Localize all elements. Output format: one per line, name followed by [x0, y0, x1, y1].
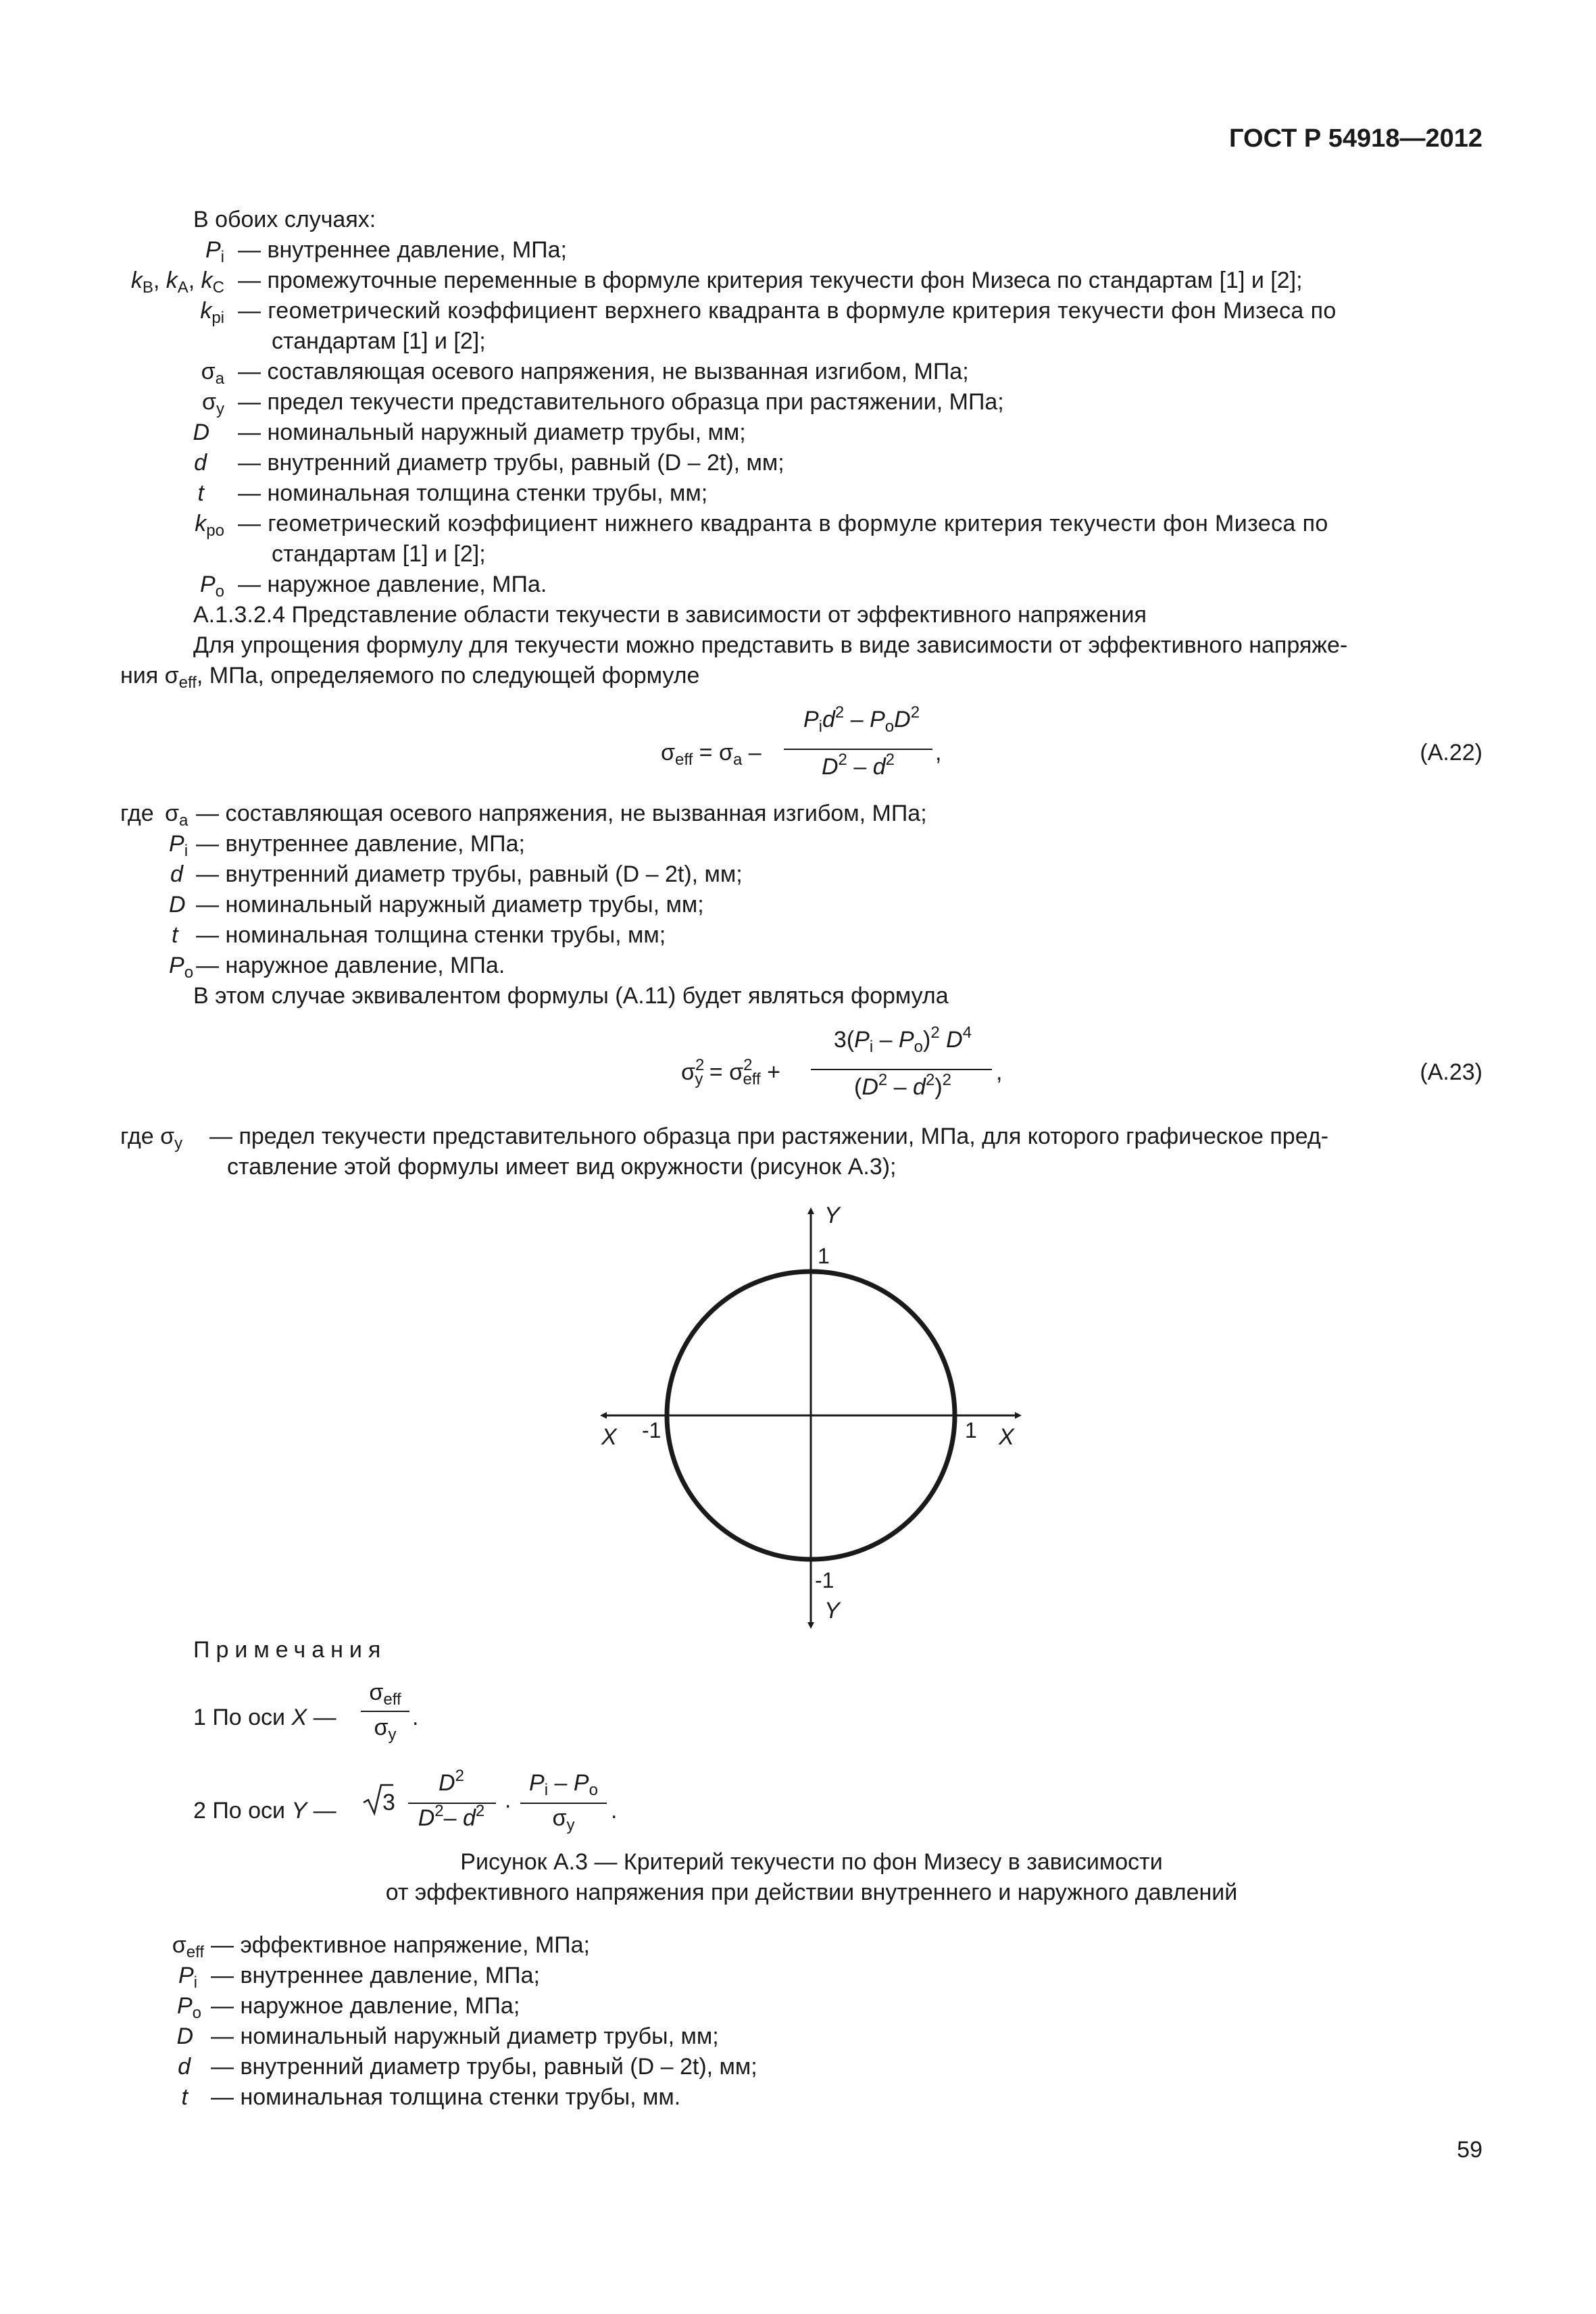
def1-text-pi: — внутреннее давление, МПа; [238, 237, 567, 263]
def3-text-sigma-eff: — эффективное напряжение, МПа; [211, 1932, 590, 1958]
y-axis-label-bottom: Y [824, 1598, 840, 1624]
def2-symbol-po: $P_o$ [169, 953, 194, 982]
paragraph-2: В этом случае эквивалентом формулы (А.11) будет являться формула [193, 983, 949, 1009]
def1-symbol-D: D [193, 420, 209, 445]
note-2-frac2-bar [520, 1803, 607, 1804]
note-1-period: . [412, 1705, 419, 1730]
eq23-fraction-bar [811, 1069, 992, 1070]
x-axis-label-right: X [999, 1424, 1014, 1450]
note-1-fraction-bar [361, 1711, 409, 1712]
where-sigma-y-prefix: где $\sigma_y$ [120, 1124, 183, 1153]
def2-symbol-D: D [169, 892, 186, 917]
eq23-number: (А.23) [1420, 1059, 1482, 1085]
notes-title: Примечания [193, 1637, 387, 1663]
eq22-lhs: $\sigma_{eff} = \sigma_a$ – [661, 740, 762, 769]
def1-symbol-sigma-a: $\sigma_a$ [201, 359, 224, 388]
note-2-frac2-numerator: $P_i - P_o$ [529, 1770, 598, 1799]
eq23-denominator: $(D^2 - d^2)^2$ [853, 1071, 952, 1100]
note-1-numerator: $\sigma_{eff}$ [369, 1680, 401, 1709]
caption-line-2: от эффективного напряжения при действии внутреннего и наружного давлений [385, 1880, 1238, 1905]
def1-symbol-k: $k_B$, $k_A$, $k_C$ [130, 268, 224, 297]
def2-text-pi: — внутреннее давление, МПа; [196, 831, 525, 857]
def3-text-pi: — внутреннее давление, МПа; [211, 1963, 540, 1988]
def1-symbol-kpo: $k_{po}$ [195, 511, 224, 540]
x-axis-label-left: X [601, 1424, 617, 1450]
def3-symbol-po: $P_o$ [176, 1993, 201, 2022]
tick-label-y-pos: 1 [818, 1244, 830, 1268]
intro-text: В обоих случаях: [193, 207, 376, 232]
def1-symbol-pi: $P_i$ [205, 237, 224, 266]
def3-symbol-sigma-eff: $\sigma_{eff}$ [172, 1932, 204, 1961]
eq23-comma: , [996, 1059, 1003, 1085]
def2-text-D: — номинальный наружный диаметр трубы, мм; [196, 892, 704, 917]
eq22-comma: , [935, 740, 942, 765]
paragraph-1-line-2: ния $\sigma_{eff}$, МПа, определяемого по следующей формуле [120, 663, 700, 692]
where-label-1: где [120, 801, 154, 826]
def1-text-k: — промежуточные переменные в формуле критерия текучести фон Мизеса по стандартам [1] и [2]; [238, 268, 1303, 293]
eq22-fraction-bar [784, 749, 932, 750]
section-title: А.1.3.2.4 Представление области текучести в зависимости от эффективного напряжения [193, 602, 1147, 628]
def1-text-kpi-cont: стандартам [1] и [2]; [272, 328, 486, 354]
def1-symbol-sigma-y: $\sigma_y$ [202, 389, 224, 418]
where-sigma-y-line-2: ставление этой формулы имеет вид окружности (рисунок А.3); [227, 1154, 897, 1180]
def3-text-t: — номинальная толщина стенки трубы, мм. [211, 2084, 681, 2110]
def2-text-t: — номинальная толщина стенки трубы, мм; [196, 922, 666, 948]
note-2-frac1-numerator: $D^2$ [439, 1767, 464, 1796]
def2-text-sigma-a: — составляющая осевого напряжения, не вызванная изгибом, МПа; [196, 801, 927, 826]
def1-symbol-kpi: $k_{pi}$ [200, 298, 224, 327]
def1-text-D: — номинальный наружный диаметр трубы, мм; [238, 420, 746, 445]
def1-text-kpi: — геометрический коэффициент верхнего квадранта в формуле критерия текучести фон Мизеса по [238, 298, 1337, 324]
def3-text-D: — номинальный наружный диаметр трубы, мм; [211, 2023, 719, 2049]
tick-label-x-pos: 1 [965, 1418, 977, 1442]
def2-text-d: — внутренний диаметр трубы, равный (D – 2t), мм; [196, 861, 743, 887]
def1-text-sigma-y: — предел текучести представительного образца при растяжении, МПа; [238, 389, 1004, 415]
note-2-frac2-denominator: $\sigma_y$ [552, 1805, 575, 1834]
def3-symbol-pi: $P_i$ [178, 1963, 197, 1992]
def1-symbol-po: $P_o$ [199, 572, 224, 601]
def3-symbol-t: t [181, 2084, 188, 2110]
note-2-frac1-denominator: $D^2-$ $d^2$ [418, 1802, 485, 1831]
def3-symbol-d: d [178, 2054, 191, 2080]
paragraph-1-line-1: Для упрощения формулу для текучести можно представить в виде зависимости от эффективного напряже- [193, 632, 1348, 658]
def1-text-kpo: — геометрический коэффициент нижнего квадранта в формуле критерия текучести фон Мизеса по [238, 511, 1328, 536]
eq22-number: (А.22) [1420, 740, 1482, 765]
def3-symbol-D: D [176, 2023, 193, 2049]
def3-text-d: — внутренний диаметр трубы, равный (D – 2t), мм; [211, 2054, 757, 2080]
def3-text-po: — наружное давление, МПа; [211, 1993, 520, 2019]
document-id: ГОСТ Р 54918—2012 [1229, 124, 1482, 153]
def2-text-po: — наружное давление, МПа. [196, 953, 505, 978]
y-axis-label-top: Y [824, 1203, 840, 1228]
note-2-dot: · [504, 1792, 512, 1818]
note-2-sqrt3: 3 [382, 1790, 395, 1815]
def1-text-sigma-a: — составляющая осевого напряжения, не вызванная изгибом, МПа; [238, 359, 969, 384]
def1-text-d: — внутренний диаметр трубы, равный (D – 2t), мм; [238, 450, 784, 476]
tick-label-y-neg: -1 [815, 1568, 834, 1592]
eq23-numerator: $3(P_i - P_o)^2$ $D^4$ [833, 1024, 972, 1056]
eq22-numerator: $P_id^2 - P_oD^2$ [803, 703, 920, 736]
note-2-prefix: 2 По оси Y — [193, 1798, 336, 1823]
note-1-denominator: $\sigma_y$ [374, 1715, 397, 1744]
def2-symbol-d: d [170, 861, 183, 887]
eq23-lhs: $\sigma^2_y = \sigma^2_{eff}$ + [681, 1056, 780, 1088]
page-number: 59 [1457, 2137, 1482, 2163]
def2-symbol-pi: $P_i$ [169, 831, 189, 860]
eq22-denominator: $D^2 - d^2$ [821, 751, 895, 780]
note-2-period: . [611, 1798, 618, 1823]
caption-line-1: Рисунок А.3 — Критерий текучести по фон Мизесу в зависимости [460, 1849, 1163, 1875]
def1-text-kpo-cont: стандартам [1] и [2]; [272, 541, 486, 567]
note-1-prefix: 1 По оси X — [193, 1705, 336, 1730]
tick-label-x-neg: -1 [642, 1418, 662, 1442]
def1-symbol-d: d [194, 450, 207, 476]
def2-symbol-sigma-a: $\sigma_a$ [165, 801, 189, 830]
figure-a3-circle-diagram [595, 1196, 1027, 1642]
where-sigma-y-line-1: — предел текучести представительного образца при растяжении, МПа, для которого графическое пред- [209, 1124, 1329, 1149]
def2-symbol-t: t [172, 922, 178, 948]
def1-symbol-t: t [197, 480, 204, 506]
def1-text-po: — наружное давление, МПа. [238, 572, 547, 597]
def1-text-t: — номинальная толщина стенки трубы, мм; [238, 480, 708, 506]
